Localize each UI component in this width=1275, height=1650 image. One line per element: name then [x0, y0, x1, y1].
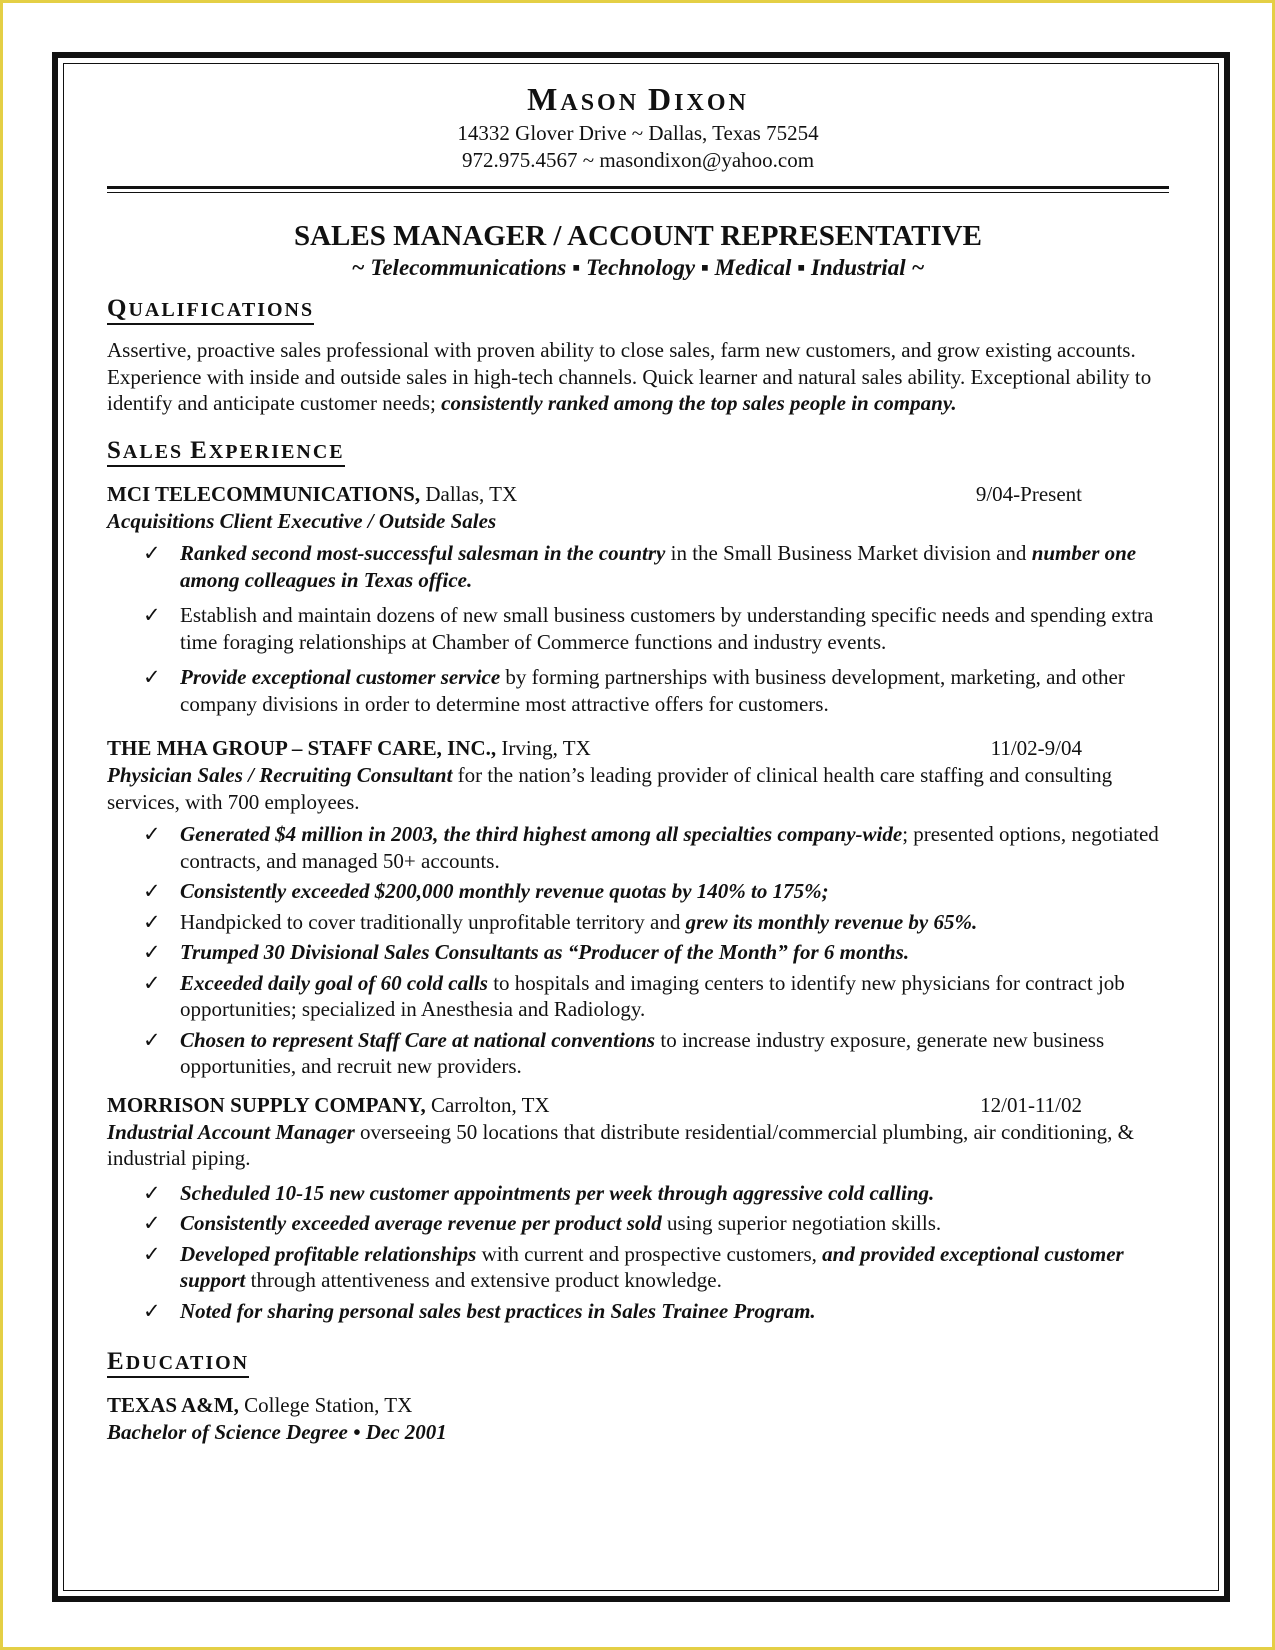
- list-item: [107, 602, 1169, 655]
- check-icon: ✓: [143, 541, 161, 565]
- section-title-sales-experience: [107, 436, 345, 467]
- bullet-emphasis: and provided exceptional: [822, 1241, 1045, 1266]
- check-icon: ✓: [143, 822, 161, 846]
- list-item: [107, 939, 1169, 966]
- phone-email: 972.975.4567 ~ masondixon@yahoo.com: [461, 148, 815, 172]
- job-role: Industrial Account Manager: [107, 1119, 355, 1144]
- title-cap: E: [190, 436, 209, 464]
- check-icon: ✓: [143, 1298, 161, 1323]
- bullet-emphasis: Trumped 30 Divisional Sales Consultants as “Producer of the Month” for 6 months.: [180, 940, 910, 964]
- check-icon: ✓: [143, 1211, 161, 1235]
- list-item: [107, 1027, 1169, 1080]
- bullet-text: ; presented options, negotiated contracts, and managed 50+ accounts.: [180, 822, 1159, 873]
- title-rest: DUCATION: [125, 1352, 250, 1374]
- bullet-text: to hospitals and imaging centers to identify new physicians for contract job opportunities; specialized in Anesthesia and Radiology.: [180, 970, 1125, 1021]
- bullet-emphasis: Developed profitable relationships: [180, 1241, 477, 1266]
- qualifications-summary: [107, 337, 1169, 417]
- job-morrison-header: [107, 1092, 1169, 1119]
- job-morrison-bullets: [107, 1180, 1169, 1325]
- bullet-emphasis: grew its monthly revenue by 65%.: [685, 909, 978, 934]
- education-degree: Bachelor of Science Degree • Dec 2001: [107, 1420, 447, 1444]
- bullet-emphasis: customer support: [180, 1241, 1124, 1292]
- title-rest: UALIFICATIONS: [128, 299, 315, 321]
- check-icon: ✓: [143, 1241, 161, 1266]
- title-cap: S: [107, 436, 123, 464]
- list-item: [107, 909, 1169, 936]
- check-icon: ✓: [143, 1180, 161, 1205]
- name-initial: M: [527, 81, 561, 117]
- check-icon: ✓: [143, 970, 161, 995]
- section-title-qualifications: [107, 297, 314, 325]
- list-item: [107, 1241, 1169, 1294]
- employer-name: THE MHA GROUP – STAFF CARE, INC.,: [107, 736, 497, 760]
- bullet-emphasis: number one among colleagues in Texas office.: [180, 541, 1137, 592]
- list-item: [107, 540, 1169, 593]
- resume-border: [52, 52, 1230, 1602]
- list-item: [107, 1298, 1169, 1325]
- check-icon: ✓: [143, 1027, 161, 1052]
- surname-initial: D: [648, 81, 675, 117]
- bullet-text: Handpicked to cover traditionally unprofitable territory and: [180, 909, 686, 934]
- title-rest: XPERIENCE: [208, 440, 345, 463]
- job-role: Acquisitions Client Executive / Outside Sales: [107, 508, 497, 533]
- bullet-text: in the Small Business Market division and: [665, 541, 1032, 565]
- job-dates: 9/04-Present: [975, 481, 1082, 506]
- title-rest: ALES: [122, 440, 191, 463]
- resume-headline: SALES MANAGER / ACCOUNT REPRESENTATIVE: [293, 220, 983, 252]
- list-item: [107, 1180, 1169, 1207]
- surname-rest: IXON: [674, 90, 749, 116]
- bullet-emphasis: Consistently exceeded average revenue per product sold: [180, 1211, 662, 1235]
- bullet-emphasis: Exceeded daily goal of 60 cold calls: [180, 970, 488, 995]
- list-item: [107, 664, 1169, 717]
- check-icon: ✓: [143, 665, 161, 689]
- check-icon: ✓: [143, 879, 161, 903]
- list-item: [107, 878, 1169, 905]
- check-icon: ✓: [143, 940, 161, 964]
- job-mha-bullets: [107, 821, 1169, 1080]
- job-role-description: [107, 762, 1169, 815]
- school-name: TEXAS A&M,: [107, 1393, 239, 1417]
- header-divider: [107, 186, 1169, 193]
- resume-content: [107, 82, 1169, 1446]
- section-title-education: [107, 1350, 249, 1378]
- bullet-text: by forming partnerships with business development, marketing, and other company divisions in order to determine most attractive offers for customers.: [180, 665, 1125, 716]
- job-role-description: [107, 1119, 1169, 1172]
- bullet-emphasis: Generated $4 million in 2003, the third highest among all specialties company-wide: [180, 822, 903, 846]
- bullet-emphasis: Consistently exceeded $200,000 monthly revenue quotas by 140% to 175%;: [180, 879, 829, 903]
- job-dates: 11/02-9/04: [990, 736, 1082, 760]
- list-item: [107, 1210, 1169, 1237]
- list-item: [107, 821, 1169, 874]
- name-rest: ASON: [560, 90, 640, 116]
- education-school: [107, 1392, 1169, 1419]
- job-mha-header: [107, 735, 1169, 762]
- bullet-text: through attentiveness and extensive product knowledge.: [245, 1268, 722, 1292]
- title-cap: E: [107, 1348, 126, 1375]
- bullet-emphasis: Ranked second most-successful salesman in the country: [180, 541, 666, 565]
- bullet-emphasis: Provide exceptional customer service: [180, 665, 501, 689]
- summary-emphasis: consistently ranked among the top sales people in company.: [441, 391, 957, 415]
- bullet-emphasis: Chosen to represent Staff Care at national conventions: [180, 1027, 656, 1052]
- job-mci-header: [107, 481, 1169, 508]
- job-dates: 12/01-11/02: [980, 1092, 1082, 1117]
- bullet-text: to increase industry exposure, generate new business opportunities, and recruit new providers.: [180, 1027, 1105, 1078]
- summary-text: Assertive, proactive sales professional with proven ability to close sales, farm new customers, and grow existing accounts. Experience with inside and outside sales in high-tech channels. Quick learner and natural sales ability. Exceptional ability to identify and anticipate customer needs;: [107, 338, 1152, 415]
- check-icon: ✓: [143, 909, 161, 934]
- job-mci-bullets: [107, 540, 1169, 717]
- bullet-emphasis: Scheduled 10-15 new customer appointments per week through aggressive cold calling.: [180, 1180, 935, 1205]
- employer-location: Dallas, TX: [420, 481, 518, 506]
- employer-name: MCI TELECOMMUNICATIONS,: [107, 481, 421, 506]
- bullet-text: with current and prospective customers,: [476, 1241, 823, 1266]
- focus-areas: ~ Telecommunications ▪ Technology ▪ Medical ▪ Industrial ~: [351, 255, 925, 280]
- school-location: College Station, TX: [238, 1393, 413, 1417]
- list-item: [107, 970, 1169, 1023]
- employer-location: Carrolton, TX: [425, 1092, 550, 1117]
- employer-location: Irving, TX: [496, 736, 591, 760]
- bullet-text: Establish and maintain dozens of new small business customers by understanding specific needs and spending extra time foraging relationships at Chamber of Commerce functions and industry events.: [180, 603, 1154, 654]
- job-role: Physician Sales / Recruiting Consultant: [107, 763, 453, 787]
- candidate-name: [107, 82, 1169, 120]
- check-icon: ✓: [143, 603, 161, 627]
- bullet-text: using superior negotiation skills.: [661, 1211, 942, 1235]
- address: 14332 Glover Drive ~ Dallas, Texas 75254: [457, 121, 819, 145]
- title-cap: Q: [107, 295, 129, 322]
- role-desc: overseeing 50 locations that distribute residential/commercial plumbing, air conditioning, & industrial piping.: [107, 1119, 1134, 1170]
- role-desc: for the nation’s leading provider of clinical health care staffing and consulting services, with 700 employees.: [107, 763, 1113, 814]
- bullet-emphasis: Noted for sharing personal sales best practices in Sales Trainee Program.: [180, 1298, 816, 1323]
- employer-name: MORRISON SUPPLY COMPANY,: [107, 1092, 426, 1117]
